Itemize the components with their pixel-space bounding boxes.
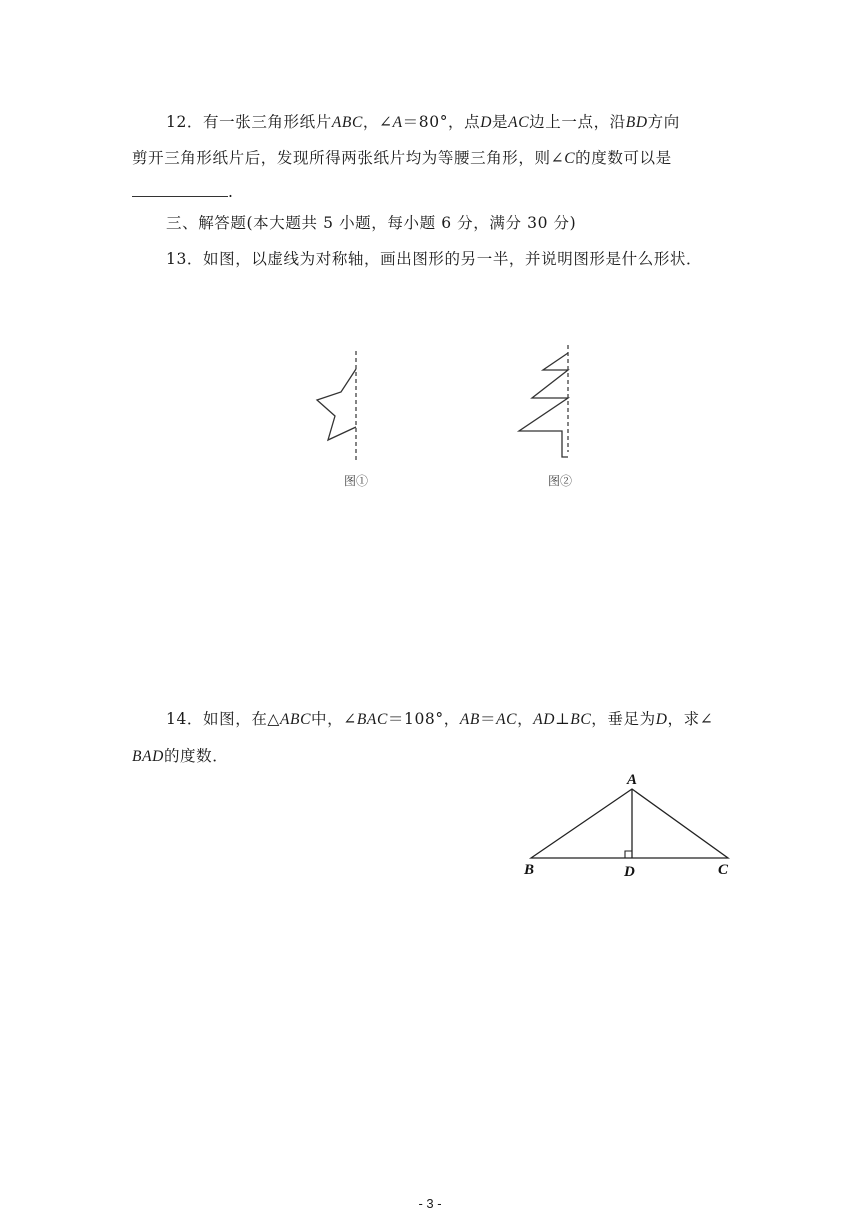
fig1-half-star <box>317 369 356 440</box>
triangle-figure <box>523 772 729 880</box>
figure-2 <box>519 345 572 488</box>
q12-line2: 剪开三角形纸片后，发现所得两张纸片均为等腰三角形，则∠C的度数可以是 <box>132 149 672 167</box>
fig2-half-tree <box>519 353 568 457</box>
q13-text: 13．如图，以虚线为对称轴，画出图形的另一半，并说明图形是什么形状． <box>166 250 703 268</box>
right-angle-mark <box>625 851 632 858</box>
q12-line1: 12．有一张三角形纸片ABC，∠A＝80°，点D是AC边上一点，沿BD方向 <box>166 113 680 131</box>
point-c-label: C <box>718 862 729 878</box>
point-a-label: A <box>627 772 638 788</box>
fig1-label: 图① <box>344 474 369 488</box>
triangle-abc <box>531 789 728 858</box>
fig2-label: 图② <box>548 474 573 488</box>
point-b-label: B <box>524 862 535 878</box>
point-d-label: D <box>624 864 635 880</box>
figure-1 <box>317 351 368 488</box>
q12-answer-blank: . <box>132 182 234 202</box>
q14-line2: BAD的度数． <box>132 747 229 765</box>
q14-line1: 14．如图，在△ABC中，∠BAC＝108°，AB＝AC，AD⊥BC，垂足为D，求∠ <box>166 710 714 728</box>
page-number: - 3 - <box>418 1196 442 1211</box>
section-heading: 三、解答题(本大题共 5 小题，每小题 6 分，满分 30 分) <box>166 214 577 232</box>
